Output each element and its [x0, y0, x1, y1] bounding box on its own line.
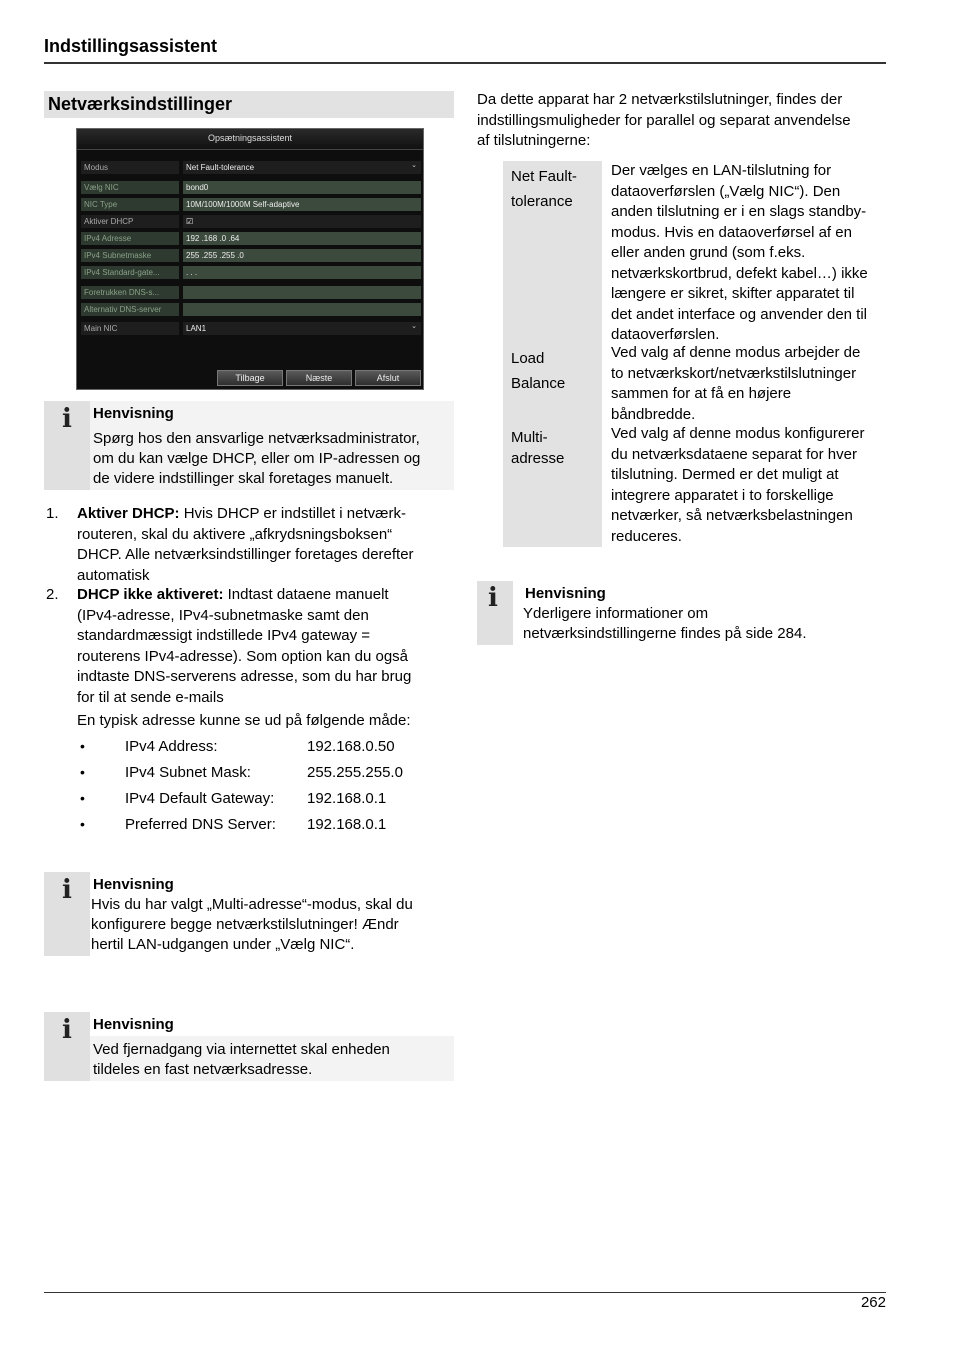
mode-term-multi-address: Multi- adresse: [511, 429, 565, 467]
wizard-row-main-nic: Main NIC LAN1 ⌄: [81, 322, 421, 335]
list-item-1: Aktiver DHCP: Hvis DHCP er indstillet i netværk- routeren, skal du aktivere „afkrydsningsboksen“ DHCP. Alle netværksindstillinger foretages derefter automatisk: [77, 505, 414, 584]
bullet-label: IPv4 Address:: [125, 738, 218, 755]
mode-term-load-balance: Load Balance: [511, 350, 566, 392]
note-1-title: Henvisning: [93, 405, 174, 422]
bullet-icon: •: [80, 738, 85, 754]
footer-rule: [44, 1292, 886, 1293]
wizard-row-ipv4: IPv4 Adresse 192 .168 .0 .64: [81, 232, 421, 245]
mode-desc-multi-address: Ved valg af denne modus konfigurerer du netværksdataene separat for hver tilslutning. Dermed er det muligt at integrere apparatet i to forskellige netværker, så netværksbelastningen reduceres.: [611, 425, 865, 545]
bullet-label: Preferred DNS Server:: [125, 816, 276, 833]
checkbox-icon: ☑: [183, 215, 421, 228]
page-header-title: Indstillingsassistent: [44, 36, 218, 56]
bullet-icon: •: [80, 764, 85, 780]
bullet-label: IPv4 Default Gateway:: [125, 790, 275, 807]
header-rule: [44, 62, 886, 64]
note-1-text: Spørg hos den ansvarlige netværksadministrator, om du kan vælge DHCP, eller om IP-adressen og de videre indstillinger skal foretages manuelt.: [93, 430, 421, 487]
info-icon: i: [62, 404, 72, 434]
mode-desc-load-balance: Ved valg af denne modus arbejder de to netværkskort/netværkstilslutninger sammen for at få en højere båndbredde.: [611, 344, 861, 423]
bullet-label: IPv4 Subnet Mask:: [125, 764, 251, 781]
wizard-row-dns1: Foretrukken DNS-s...: [81, 286, 421, 299]
page-number: 262: [860, 1294, 886, 1311]
right-intro: Da dette apparat har 2 netværkstilslutninger, findes der indstillingsmuligheder for parallel og separat anvendelse af tilslutningerne:: [477, 91, 851, 149]
note-3-title: Henvisning: [93, 1016, 174, 1033]
bullet-value: 255.255.255.0: [307, 764, 403, 781]
note-4-title: Henvisning: [525, 585, 606, 602]
wizard-row-nic-type: NIC Type 10M/100M/1000M Self-adaptive: [81, 198, 421, 211]
info-icon: i: [62, 1015, 72, 1045]
wizard-row-dhcp: Aktiver DHCP ☑: [81, 215, 421, 228]
mode-desc-fault-tolerance: Der vælges en LAN-tilslutning for dataoverførslen („Vælg NIC“). Den anden tilslutning er i en slags standby- modus. Hvis en dataoverførsel af en eller anden grund (som f.eks. netværkskortbrud, defekt kabel…) ikke længere er sikret, skifter apparatet til det andet interface og anvender den til dataoverførslen.: [611, 162, 868, 343]
wizard-back-button: Tilbage: [217, 370, 283, 386]
section-title: Netværksindstillinger: [48, 94, 233, 114]
wizard-row-gateway: IPv4 Standard-gate... . . .: [81, 266, 421, 279]
note-2-text: Hvis du har valgt „Multi-adresse“-modus, skal du konfigurere begge netværkstilslutninger! Ændr hertil LAN-udgangen under „Vælg NIC“.: [91, 896, 413, 953]
bullet-value: 192.168.0.50: [307, 738, 395, 755]
list-number-2: 2.: [46, 586, 59, 603]
wizard-finish-button: Afslut: [355, 370, 421, 386]
wizard-row-dns2: Alternativ DNS-server: [81, 303, 421, 316]
list-number-1: 1.: [46, 505, 59, 522]
bullet-icon: •: [80, 790, 85, 806]
chevron-down-icon: ⌄: [411, 162, 417, 169]
note-2-title: Henvisning: [93, 876, 174, 893]
info-icon: i: [488, 583, 498, 613]
note-4-text: Yderligere informationer om netværksindstillingerne findes på side 284.: [523, 605, 807, 642]
wizard-row-subnet: IPv4 Subnetmaske 255 .255 .255 .0: [81, 249, 421, 262]
setup-wizard-screenshot: [76, 128, 424, 390]
mode-term-fault-tolerance: Net Fault- tolerance: [511, 168, 577, 210]
wizard-next-button: Næste: [286, 370, 352, 386]
list-item-2: DHCP ikke aktiveret: Indtast dataene manuelt (IPv4-adresse, IPv4-subnetmaske samt den standardmæssigt indstillede IPv4 gateway = routerens IPv4-adresse). Som option kan du også indtaste DNS-serverens adresse, som du har brug for til at sende e-mails: [77, 586, 412, 706]
bullet-icon: •: [80, 816, 85, 832]
typical-address-intro: En typisk adresse kunne se ud på følgende måde:: [77, 712, 411, 729]
info-icon: i: [62, 875, 72, 905]
bullet-value: 192.168.0.1: [307, 816, 387, 833]
wizard-row-mode: Modus Net Fault-tolerance ⌄: [81, 161, 421, 174]
note-3-text: Ved fjernadgang via internettet skal enheden tildeles en fast netværksadresse.: [93, 1041, 390, 1078]
wizard-title: Opsætningsassistent: [207, 133, 293, 143]
chevron-down-icon: ⌄: [411, 323, 417, 330]
wizard-row-nic: Vælg NIC bond0: [81, 181, 421, 194]
bullet-value: 192.168.0.1: [307, 790, 387, 807]
